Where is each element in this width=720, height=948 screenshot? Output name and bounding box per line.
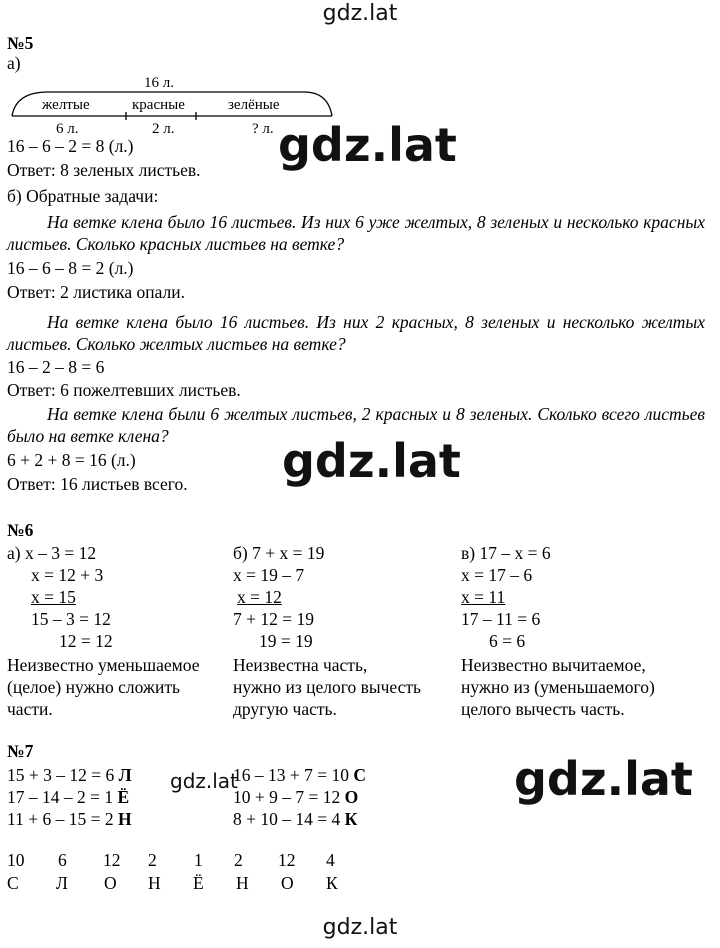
check-line: 7 + 12 = 19 [233,609,314,629]
decoded-letter: Н [148,873,161,893]
decoded-letter: Н [236,873,249,893]
equation: в) 17 – x = 6 [461,543,551,563]
problem-2-equation: 16 – 2 – 8 = 6 [7,357,105,377]
decoded-letter: Ё [193,873,204,893]
segment-green-label: зелёные [228,97,280,113]
task5-part-b-title: б) Обратные задачи: [7,186,159,206]
decoded-letter: О [281,873,294,893]
equation: б) 7 + x = 19 [233,543,325,563]
rule-line-3: части. [7,699,53,719]
task5-part-a: а) [7,53,21,73]
decoded-letter: С [7,873,19,893]
code-letter: Н [117,809,132,829]
decode-number: 1 [194,850,203,870]
segment-yellow-amount: 6 л. [56,121,79,137]
task7-heading: №7 [7,741,34,761]
segment-diagram [8,70,338,138]
task6-heading: №6 [7,520,34,540]
task6-column-b [233,542,421,720]
decode-number: 2 [234,850,243,870]
expression-row [7,764,132,786]
check-line: 17 – 11 = 6 [461,609,541,629]
segment-green-amount: ? л. [252,121,274,137]
watermark-bottom: gdz.lat [322,915,398,940]
rule-line-2: (целое) нужно сложить [7,677,180,697]
code-letter: С [353,765,367,785]
solution-result: x = 15 [31,587,76,607]
decode-number: 12 [103,850,121,870]
solution-step: x = 19 – 7 [233,565,305,585]
problem-3-equation: 6 + 2 + 8 = 16 (л.) [7,450,136,470]
watermark-large-3: gdz.lat [514,752,693,806]
decode-number: 6 [58,850,67,870]
expression: 15 + 3 – 12 = 6 [7,765,119,785]
check-line: 15 – 3 = 12 [31,609,111,629]
expression-row [233,786,366,808]
check-result: 19 = 19 [259,631,313,651]
problem-1-text: На ветке клена было 16 листьев. Из них 6 уже желтых, 8 зеленых и несколько красных листьев. Сколько красных листьев на ветке? [7,212,705,254]
rule-line-3: другую часть. [233,699,337,719]
segment-red-label: красные [132,97,185,113]
expression: 11 + 6 – 15 = 2 [7,809,118,829]
solution-step: x = 12 + 3 [31,565,104,585]
solution-result: x = 12 [237,587,282,607]
problem-2-text: На ветке клена было 16 листьев. Из них 2 красных, 8 зеленых и несколько желтых листьев. Сколько желтых листьев на ветке? [7,312,705,354]
rule-line-1: Неизвестна часть, [233,655,368,675]
code-letter: Л [118,765,132,785]
decode-number: 2 [148,850,157,870]
rule-line-2: нужно из целого вычесть [233,677,422,697]
solution-result: x = 11 [461,587,506,607]
problem-2-answer: Ответ: 6 пожелтевших листьев. [7,380,241,400]
segment-yellow-label: желтые [42,97,90,113]
code-letter: О [344,787,359,807]
check-result: 6 = 6 [489,631,526,651]
expression-row [7,786,132,808]
problem-3-text: На ветке клена были 6 желтых листьев, 2 красных и 8 зеленых. Сколько всего листьев было на ветке клена? [7,404,705,446]
decoded-letter: О [104,873,117,893]
problem-1-equation: 16 – 6 – 8 = 2 (л.) [7,258,134,278]
decoded-letter: Л [56,873,68,893]
decode-number: 4 [326,850,335,870]
rule-line-1: Неизвестно вычитаемое, [461,655,646,675]
task5-answer: Ответ: 8 зеленых листьев. [7,160,201,180]
problem-1-answer: Ответ: 2 листика опали. [7,282,185,302]
watermark-small: gdz.lat [170,769,238,793]
task6-column-c [461,542,655,720]
expression-row [233,808,366,830]
task6-column-a [7,542,199,720]
expression: 17 – 14 – 2 = 1 [7,787,118,807]
decode-number: 12 [278,850,296,870]
rule-line-2: нужно из (уменьшаемого) [461,677,655,697]
task7-right-column [233,764,366,830]
expression-row [233,764,366,786]
diagram-total: 16 л. [144,75,174,91]
rule-line-3: целого вычесть часть. [461,699,625,719]
expression: 16 – 13 + 7 = 10 [233,765,354,785]
segment-red-amount: 2 л. [152,121,175,137]
decoded-letter: К [326,873,338,893]
decode-number: 10 [7,850,25,870]
watermark-large-1: gdz.lat [278,118,457,172]
check-result: 12 = 12 [59,631,113,651]
solution-step: x = 17 – 6 [461,565,533,585]
expression: 10 + 9 – 7 = 12 [233,787,345,807]
task5-equation: 16 – 6 – 2 = 8 (л.) [7,136,134,156]
problem-3-answer: Ответ: 16 листьев всего. [7,474,188,494]
expression: 8 + 10 – 14 = 4 [233,809,345,829]
task7-left-column [7,764,132,830]
equation: а) x – 3 = 12 [7,543,97,563]
watermark-large-2: gdz.lat [282,434,461,488]
code-letter: Ё [117,787,130,807]
watermark-top: gdz.lat [322,1,398,26]
task5-heading: №5 [7,33,34,53]
rule-line-1: Неизвестно уменьшаемое [7,655,200,675]
code-letter: К [344,809,358,829]
expression-row [7,808,132,830]
